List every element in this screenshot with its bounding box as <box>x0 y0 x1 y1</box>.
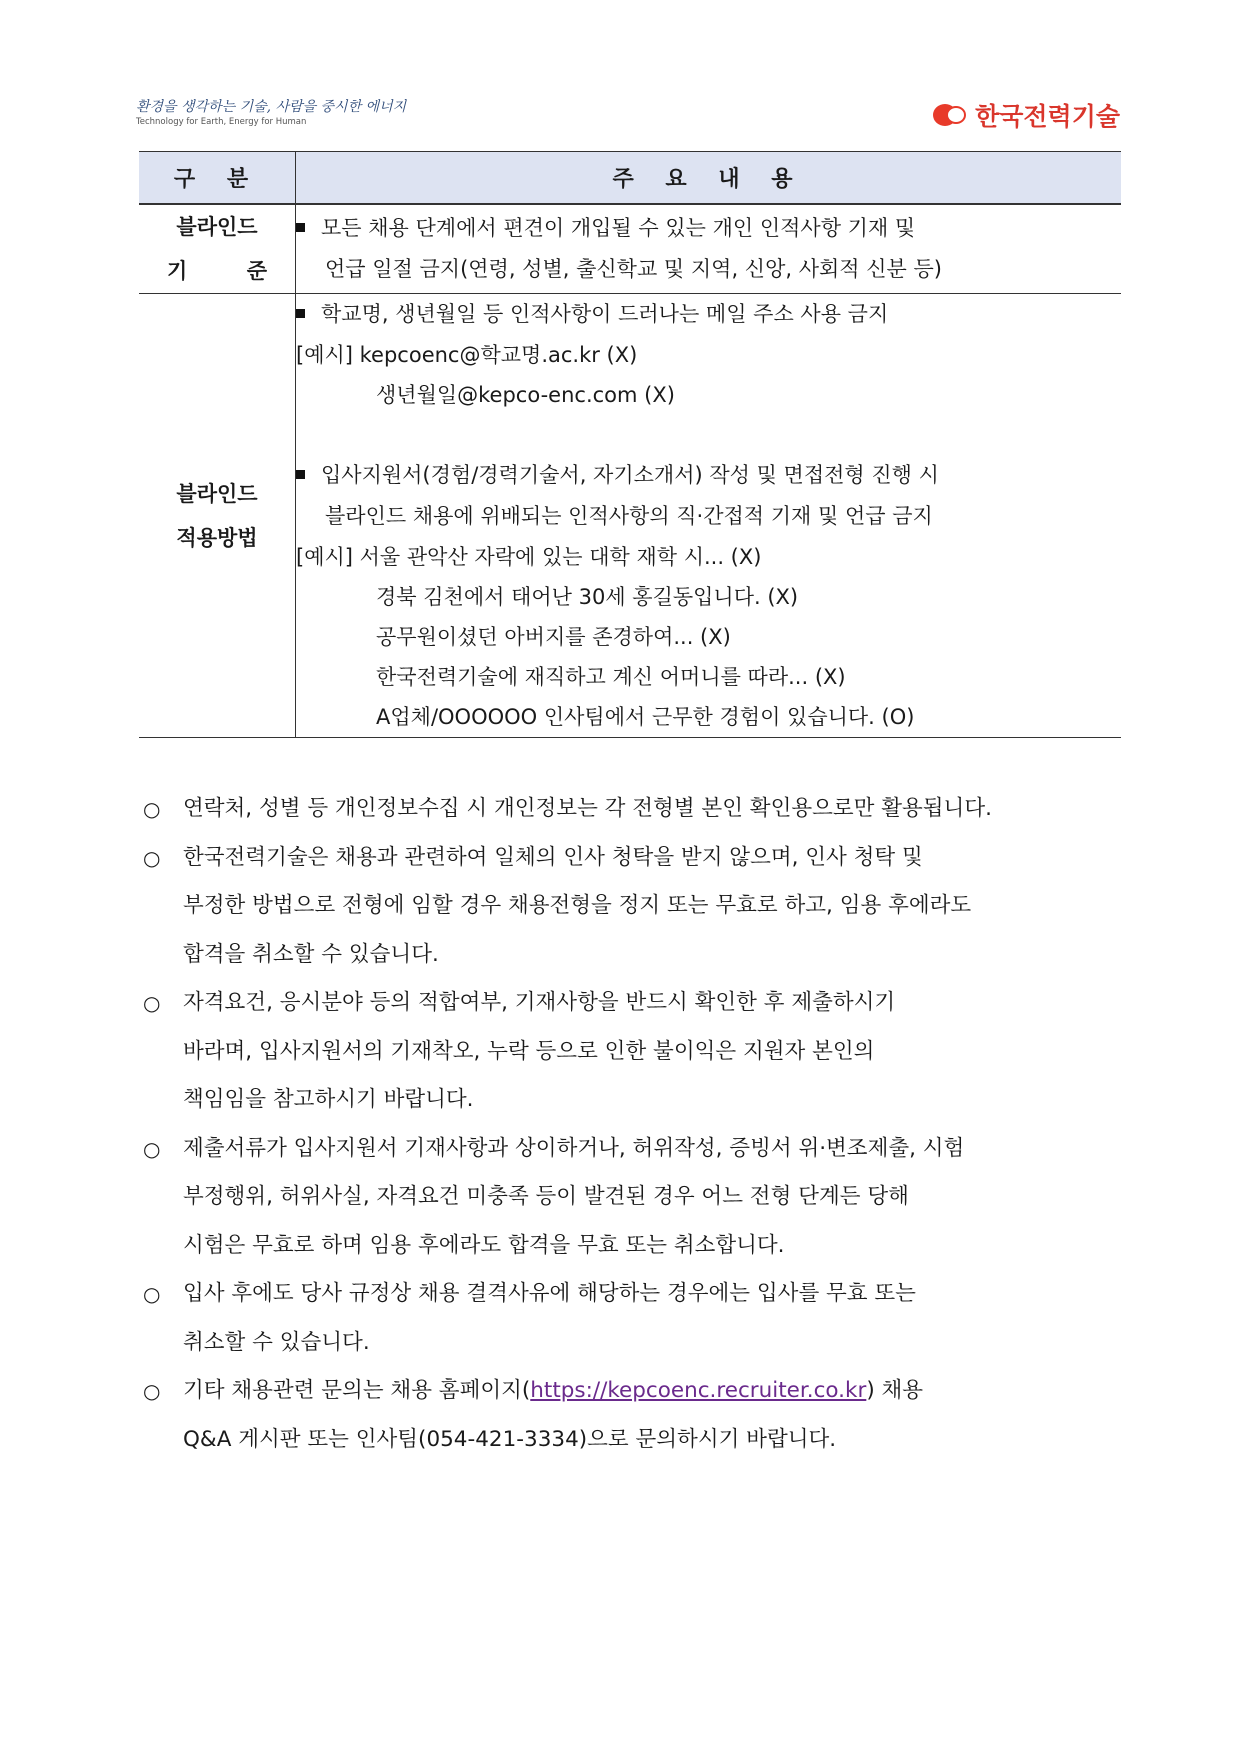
label-line-bottom: 적용방법 <box>176 525 258 550</box>
notice-item <box>139 1125 1123 1271</box>
label-char: 준 <box>246 259 267 283</box>
recruit-homepage-link[interactable]: https://kepcoenc.recruiter.co.kr <box>530 1378 867 1403</box>
row-label-method <box>139 294 296 738</box>
method-text: 입사지원서(경험/경력기술서, 자기소개서) 작성 및 면접전형 진행 시 <box>321 463 939 487</box>
label-line-bottom <box>139 249 295 293</box>
notice-list <box>139 785 1123 1464</box>
example-line: [예시] kepcoenc@학교명.ac.kr (X) <box>296 343 638 367</box>
label-line-top: 블라인드 <box>176 481 258 506</box>
circle-bullet-icon: ○ <box>143 1136 161 1161</box>
notice-line: 자격요건, 응시분야 등의 적합여부, 기재사항을 반드시 확인한 후 제출하시기 <box>183 990 896 1015</box>
table-row-method <box>139 294 1121 738</box>
label-line-top: 블라인드 <box>176 215 258 239</box>
criteria-text: 모든 채용 단계에서 편견이 개입될 수 있는 개인 인적사항 기재 및 <box>321 216 916 240</box>
notice-item <box>139 1270 1123 1367</box>
blind-recruitment-table <box>139 151 1121 738</box>
row-content-method <box>296 294 1122 738</box>
notice-line: 부정행위, 허위사실, 자격요건 미충족 등이 발견된 경우 어느 전형 단계든 당해 <box>183 1184 909 1209</box>
notice-line: 부정한 방법으로 전형에 임할 경우 채용전형을 정지 또는 무효로 하고, 임용 후에라도 <box>183 893 972 918</box>
square-bullet-icon <box>296 309 305 318</box>
square-bullet-icon <box>296 470 305 479</box>
notice-item <box>139 785 1123 834</box>
notice-line: 연락처, 성별 등 개인정보수집 시 개인정보는 각 전형별 본인 확인용으로만 활용됩니다. <box>183 796 992 821</box>
notice-line: Q&A 게시판 또는 인사팀(054-421-3334)으로 문의하시기 바랍니다. <box>183 1426 837 1452</box>
notice-line: 한국전력기술은 채용과 관련하여 일체의 인사 청탁을 받지 않으며, 인사 청탁 및 <box>183 844 923 870</box>
label-char: 기 <box>167 259 188 283</box>
example-line: 생년월일@kepco-enc.com (X) <box>376 383 675 407</box>
circle-bullet-icon: ○ <box>143 845 161 870</box>
method-line <box>296 455 1121 496</box>
example-line: A업체/OOOOOO 인사팀에서 근무한 경험이 있습니다. (O) <box>376 705 915 729</box>
slogan-english: Technology for Earth, Energy for Human <box>136 117 307 127</box>
notice-text: 기타 채용관련 문의는 채용 홈페이지( <box>183 1378 531 1403</box>
notice-line <box>183 1367 1123 1416</box>
table-row-criteria <box>139 204 1121 294</box>
row-label-criteria <box>139 204 296 294</box>
notice-line: 입사 후에도 당사 규정상 채용 결격사유에 해당하는 경우에는 입사를 무효 또는 <box>183 1281 916 1306</box>
page-header <box>136 96 1120 136</box>
table-header-row <box>139 152 1121 205</box>
notice-item <box>139 979 1123 1125</box>
method-line <box>296 294 1121 335</box>
slogan-korean: 환경을 생각하는 기술, 사람을 중시한 에너지 <box>136 99 407 115</box>
notice-line: 취소할 수 있습니다. <box>183 1329 370 1355</box>
circle-bullet-icon: ○ <box>143 797 161 821</box>
notice-item <box>139 834 1123 980</box>
circle-bullet-icon: ○ <box>143 1379 161 1403</box>
notice-line: 책임임을 참고하시기 바랍니다. <box>183 1087 474 1112</box>
example-line: [예시] 서울 관악산 자락에 있는 대학 재학 시... (X) <box>296 545 762 569</box>
company-logo <box>929 100 1120 130</box>
notice-line: 제출서류가 입사지원서 기재사항과 상이하거나, 허위작성, 증빙서 위·변조제출, 시험 <box>183 1135 965 1161</box>
notice-item <box>139 1367 1123 1464</box>
square-bullet-icon <box>296 223 305 232</box>
spacer <box>296 415 1121 455</box>
logo-text: 한국전력기술 <box>975 102 1120 131</box>
notice-line: 바라며, 입사지원서의 기재착오, 누락 등으로 인한 불이익은 지원자 본인의 <box>183 1038 875 1064</box>
example-line: 한국전력기술에 재직하고 계신 어머니를 따라... (X) <box>376 665 846 689</box>
circle-bullet-icon: ○ <box>143 991 161 1015</box>
logo-emblem-icon <box>929 103 969 127</box>
criteria-line: 언급 일절 금지(연령, 성별, 출신학교 및 지역, 신앙, 사회적 신분 등) <box>325 257 942 281</box>
notice-text: ) 채용 <box>866 1378 924 1403</box>
notice-line: 시험은 무효로 하며 임용 후에라도 합격을 무효 또는 취소합니다. <box>183 1232 785 1258</box>
example-line: 공무원이셨던 아버지를 존경하여... (X) <box>376 625 731 649</box>
method-line: 블라인드 채용에 위배되는 인적사항의 직·간접적 기재 및 언급 금지 <box>325 504 933 528</box>
example-line: 경북 김천에서 태어난 30세 홍길동입니다. (X) <box>376 585 799 609</box>
row-content-criteria <box>296 204 1122 294</box>
header-content: 주 요 내 용 <box>296 152 1122 205</box>
criteria-line <box>296 208 1121 249</box>
circle-bullet-icon: ○ <box>143 1282 161 1306</box>
notice-line: 합격을 취소할 수 있습니다. <box>183 941 439 967</box>
header-category: 구 분 <box>139 152 296 205</box>
method-text: 학교명, 생년월일 등 인적사항이 드러나는 메일 주소 사용 금지 <box>321 302 889 326</box>
